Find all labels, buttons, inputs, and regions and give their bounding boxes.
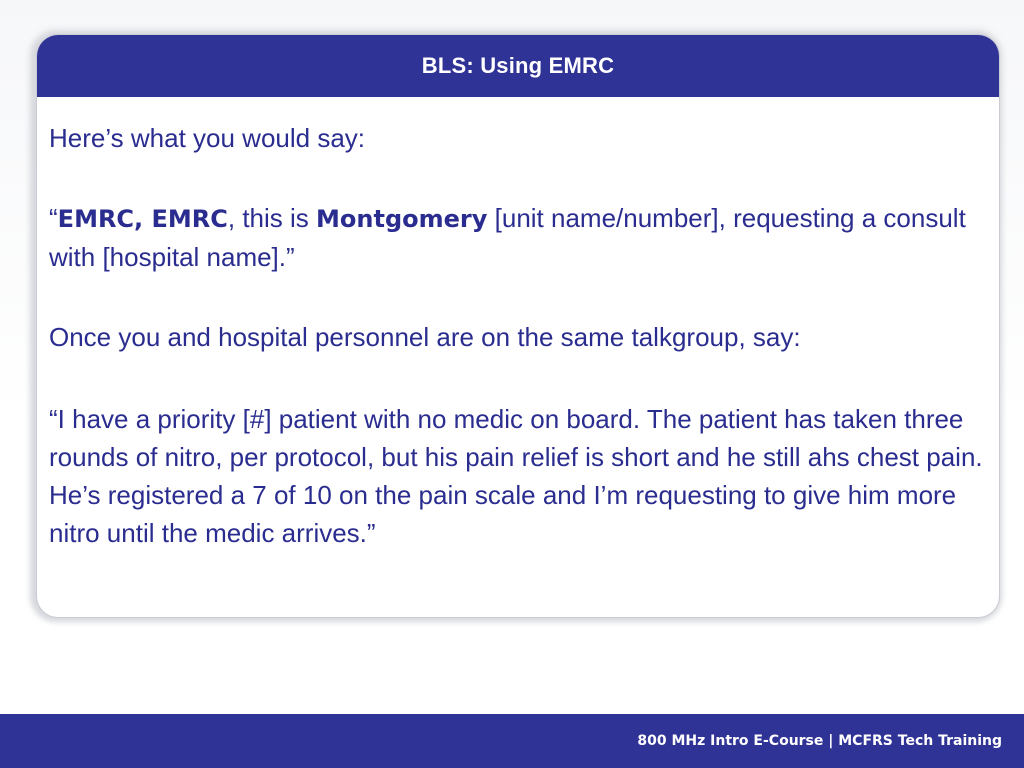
script-rest: [unit name/number], requesting a consult with [hospital name].”: [49, 203, 966, 272]
radio-script: [49, 199, 987, 276]
priority-message: “I have a priority [#] patient with no medic on board. The patient has taken three rounds of nitro, per protocol, but his pain relief is short and he still ahs chest pain. He’s registered a 7 of 10 on the pain scale and I’m requesting to give him more nitro until the medic arrives.”: [49, 404, 983, 548]
montgomery-callout: Montgomery: [316, 205, 488, 233]
footer-text: 800 MHz Intro E-Course | MCFRS Tech Training: [637, 733, 1002, 749]
talkgroup-instruction: Once you and hospital personnel are on the same talkgroup, say:: [49, 322, 801, 352]
emrc-callout: EMRC, EMRC: [57, 205, 228, 233]
footer-bar: [0, 714, 1024, 768]
content-card: [36, 34, 1000, 618]
open-quote: “: [49, 203, 58, 233]
this-is-text: , this is: [227, 203, 317, 233]
card-body: [37, 97, 999, 552]
intro-text: Here’s what you would say:: [49, 123, 366, 153]
slide-title: BLS: Using EMRC: [37, 35, 999, 97]
